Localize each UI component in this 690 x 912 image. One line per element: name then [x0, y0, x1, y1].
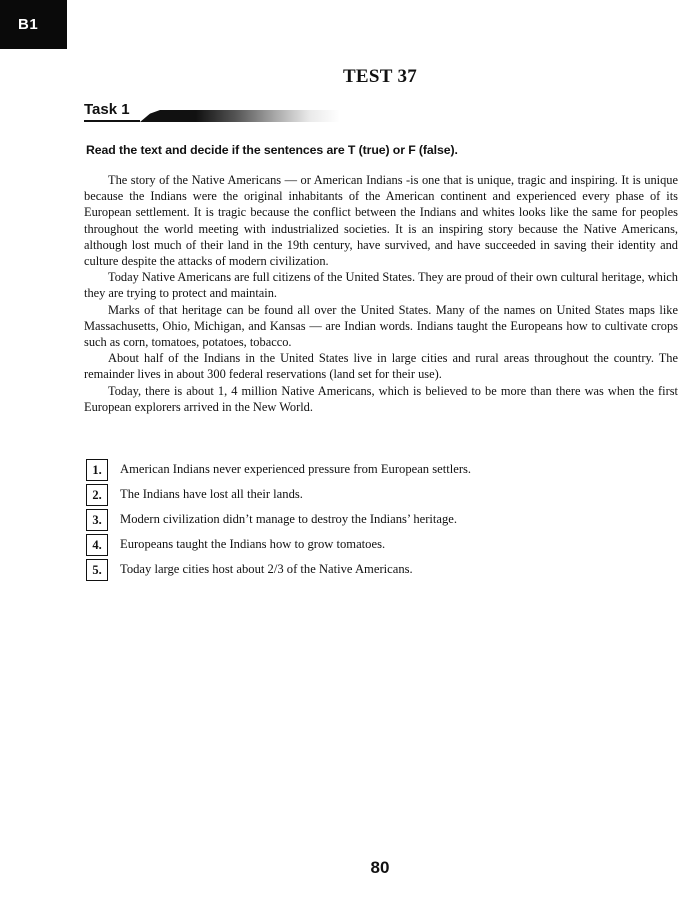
statement-item — [86, 457, 676, 482]
statement-number-box: 2. — [86, 484, 108, 506]
statement-item — [86, 507, 676, 532]
paragraph-3: Marks of that heritage can be found all over the United States. Many of the names on United States maps like Massachusetts, Ohio, Michigan, and Kansas — are Indian words. Indians taught the Europeans how to cultivate crops such as corn, tomatoes, potatoes, tobacco. — [84, 302, 678, 350]
paragraph-1: The story of the Native Americans — or American Indians -is one that is unique, tragic and inspiring. It is unique because the Indians were the original inhabitants of the American continent and experienced every phase of its European settlement. It is tragic because the conflict between the Indians and whites looks like the same for peoples throughout the world meeting with industrialized societies. It is an inspiring story because the Native Americans, although lost much of their land in the 19th century, have survived, and have succeeded in saving their identity and culture despite the attacks of modern civilization. — [84, 173, 678, 269]
statement-number-box: 3. — [86, 509, 108, 531]
statement-item — [86, 557, 676, 582]
paragraph-4: About half of the Indians in the United States live in large cities and rural areas throughout the country. The remainder lives in about 300 federal reservations (land set for their use). — [84, 351, 678, 382]
statement-number-box: 5. — [86, 559, 108, 581]
statement-text: Modern civilization didn’t manage to destroy the Indians’ heritage. — [120, 512, 458, 526]
task-decorative-bar — [140, 110, 340, 122]
page-number: 80 — [370, 858, 390, 877]
statement-item — [86, 532, 676, 557]
statement-text: Today large cities host about 2/3 of the Native Americans. — [120, 562, 413, 576]
task-instruction: Read the text and decide if the sentences are T (true) or F (false). — [86, 143, 458, 157]
statement-text: Europeans taught the Indians how to grow tomatoes. — [120, 537, 386, 551]
task-underline — [84, 120, 140, 122]
statement-item — [86, 482, 676, 507]
paragraph-5: Today, there is about 1, 4 million Native Americans, which is believed to be more than there was when the first European explorers arrived in the New World. — [84, 383, 678, 414]
test-title: TEST 37 — [342, 66, 418, 87]
statement-list — [86, 457, 676, 582]
task-header — [84, 100, 344, 124]
statement-number-box: 1. — [86, 459, 108, 481]
task-label: Task 1 — [84, 101, 130, 118]
reading-text — [84, 172, 678, 415]
statement-text: American Indians never experienced pressure from European settlers. — [120, 462, 472, 476]
statement-number-box: 4. — [86, 534, 108, 556]
statement-text: The Indians have lost all their lands. — [120, 487, 303, 501]
level-tab: B1 — [0, 0, 67, 49]
paragraph-2: Today Native Americans are full citizens of the United States. They are proud of their own cultural heritage, which they are trying to protect and maintain. — [84, 270, 678, 301]
